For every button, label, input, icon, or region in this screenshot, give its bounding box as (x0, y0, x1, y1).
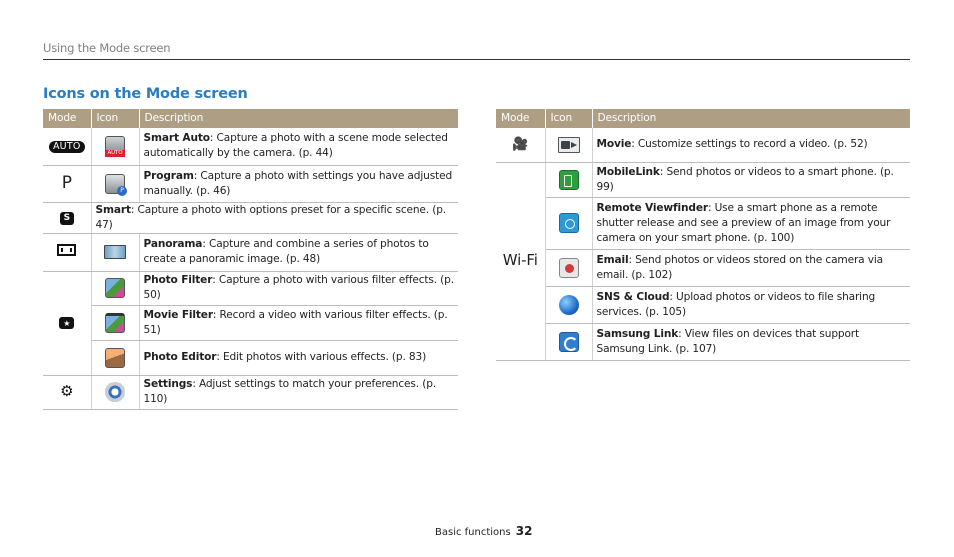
movie-icon (558, 137, 580, 153)
table-row-movie-filter (43, 305, 458, 340)
mode-name: Smart Auto (143, 132, 210, 145)
table-row-settings (43, 375, 458, 409)
table-row-movie (496, 128, 910, 162)
mode-name: Remote Viewfinder (596, 201, 708, 214)
table-row-photo-filter (43, 271, 458, 305)
mode-description: : Upload photos or videos to file sharing services. (p. 105) (596, 290, 876, 318)
description-photo-editor (139, 340, 458, 375)
description-sns-cloud (592, 286, 910, 323)
mode-description: : Send photos or videos to a smart phone. (p. 99) (596, 165, 894, 193)
table-row-panorama (43, 233, 458, 271)
description-program (139, 165, 458, 202)
mode-icons-table-right (496, 109, 910, 361)
mode-description: : Customize settings to record a video. (p. 52) (631, 138, 868, 151)
mode-name: Panorama (143, 238, 203, 250)
settings-icon (105, 382, 125, 402)
description-movie (592, 128, 910, 162)
mode-name: Photo Filter (143, 274, 213, 286)
photo-filter-icon (105, 278, 125, 298)
table-row-remote-viewfinder (496, 197, 910, 249)
table-header-row (496, 109, 910, 128)
mobilelink-icon (559, 170, 579, 190)
mode-description: : Capture a photo with various filter effects. (p. 50) (143, 274, 454, 301)
description-photo-filter (139, 271, 458, 305)
smart-auto-icon-tag: AUTO (105, 150, 125, 157)
program-mode-icon: P (61, 173, 72, 193)
description-movie-filter (139, 305, 458, 340)
mode-description: : Record a video with various filter effects. (p. 51) (143, 308, 448, 336)
section-title: Icons on the Mode screen (43, 86, 248, 102)
smart-auto-icon (105, 136, 125, 156)
email-icon (559, 258, 579, 278)
page-number: 32 (515, 524, 533, 538)
mode-description: : Capture a photo with options preset for a specific scene. (p. 47) (95, 203, 447, 231)
table-row-email (496, 249, 910, 286)
description-mobilelink (592, 162, 910, 197)
remote-viewfinder-icon (559, 213, 579, 233)
auto-mode-icon: AUTO (49, 141, 85, 153)
mode-name: MobileLink (596, 165, 660, 178)
column-header-icon: Icon (91, 109, 139, 128)
description-smart (91, 202, 458, 233)
column-header-icon: Icon (545, 109, 592, 128)
movie-filter-icon (105, 313, 125, 333)
column-header-mode: Mode (43, 109, 91, 128)
description-panorama (139, 233, 458, 271)
mode-name: Email (596, 253, 629, 266)
mode-name: Movie Filter (143, 308, 213, 321)
table-row-smart (43, 202, 458, 233)
table-row-mobilelink (496, 162, 910, 197)
mode-name: Samsung Link (596, 327, 679, 340)
table-row-sns-cloud (496, 286, 910, 323)
wifi-mode-label: Wi-Fi (502, 250, 538, 269)
mode-name: Photo Editor (143, 351, 217, 363)
description-samsung-link (592, 323, 910, 360)
mode-description: : Adjust settings to match your preferences. (p. 110) (143, 378, 436, 405)
mode-description: : Use a smart phone as a remote shutter release and see a preview of an image from your camera on your smart phone. (p. 100) (596, 201, 891, 244)
table-header-row (43, 109, 458, 128)
mode-name: SNS & Cloud (596, 290, 670, 303)
mode-description: : Send photos or videos stored on the camera via email. (p. 102) (596, 253, 883, 281)
program-icon-tag: P (117, 186, 127, 196)
description-email (592, 249, 910, 286)
panorama-mode-icon (57, 244, 76, 256)
header-rule (43, 59, 910, 60)
table-row-smart-auto (43, 128, 458, 165)
magic-plus-mode-icon: ★ (59, 317, 74, 329)
mode-description: : Edit photos with various effects. (p. 83) (216, 351, 427, 363)
mode-description: : Capture a photo with settings you have adjusted manually. (p. 46) (143, 169, 453, 197)
photo-editor-icon (105, 348, 125, 368)
description-settings (139, 375, 458, 409)
mode-icons-table-left (43, 109, 458, 410)
footer-section: Basic functions (435, 527, 511, 538)
smart-mode-icon: S (60, 212, 74, 225)
table-row-photo-editor (43, 340, 458, 375)
table-row-samsung-link (496, 323, 910, 360)
settings-mode-icon: ⚙ (60, 381, 74, 400)
running-header: Using the Mode screen (43, 41, 171, 55)
description-smart-auto (139, 128, 458, 165)
panorama-icon (104, 245, 126, 259)
program-icon (105, 174, 125, 194)
mode-name: Program (143, 169, 194, 182)
samsung-link-icon (559, 332, 579, 352)
column-header-description: Description (139, 109, 458, 128)
mode-description: : Capture a photo with a scene mode selected automatically by the camera. (p. 44) (143, 132, 448, 160)
description-remote-viewfinder (592, 197, 910, 249)
movie-mode-icon: 🎥 (512, 136, 529, 152)
mode-name: Movie (596, 138, 632, 151)
column-header-description: Description (592, 109, 910, 128)
column-header-mode: Mode (496, 109, 545, 128)
sns-cloud-icon (559, 295, 579, 315)
mode-description: : Capture and combine a series of photos to create a panoramic image. (p. 48) (143, 238, 429, 265)
table-row-program (43, 165, 458, 202)
mode-name: Smart (95, 203, 131, 216)
mode-description: : View files on devices that support Samsung Link. (p. 107) (596, 327, 860, 355)
mode-name: Settings (143, 378, 193, 390)
page-footer (435, 524, 532, 538)
